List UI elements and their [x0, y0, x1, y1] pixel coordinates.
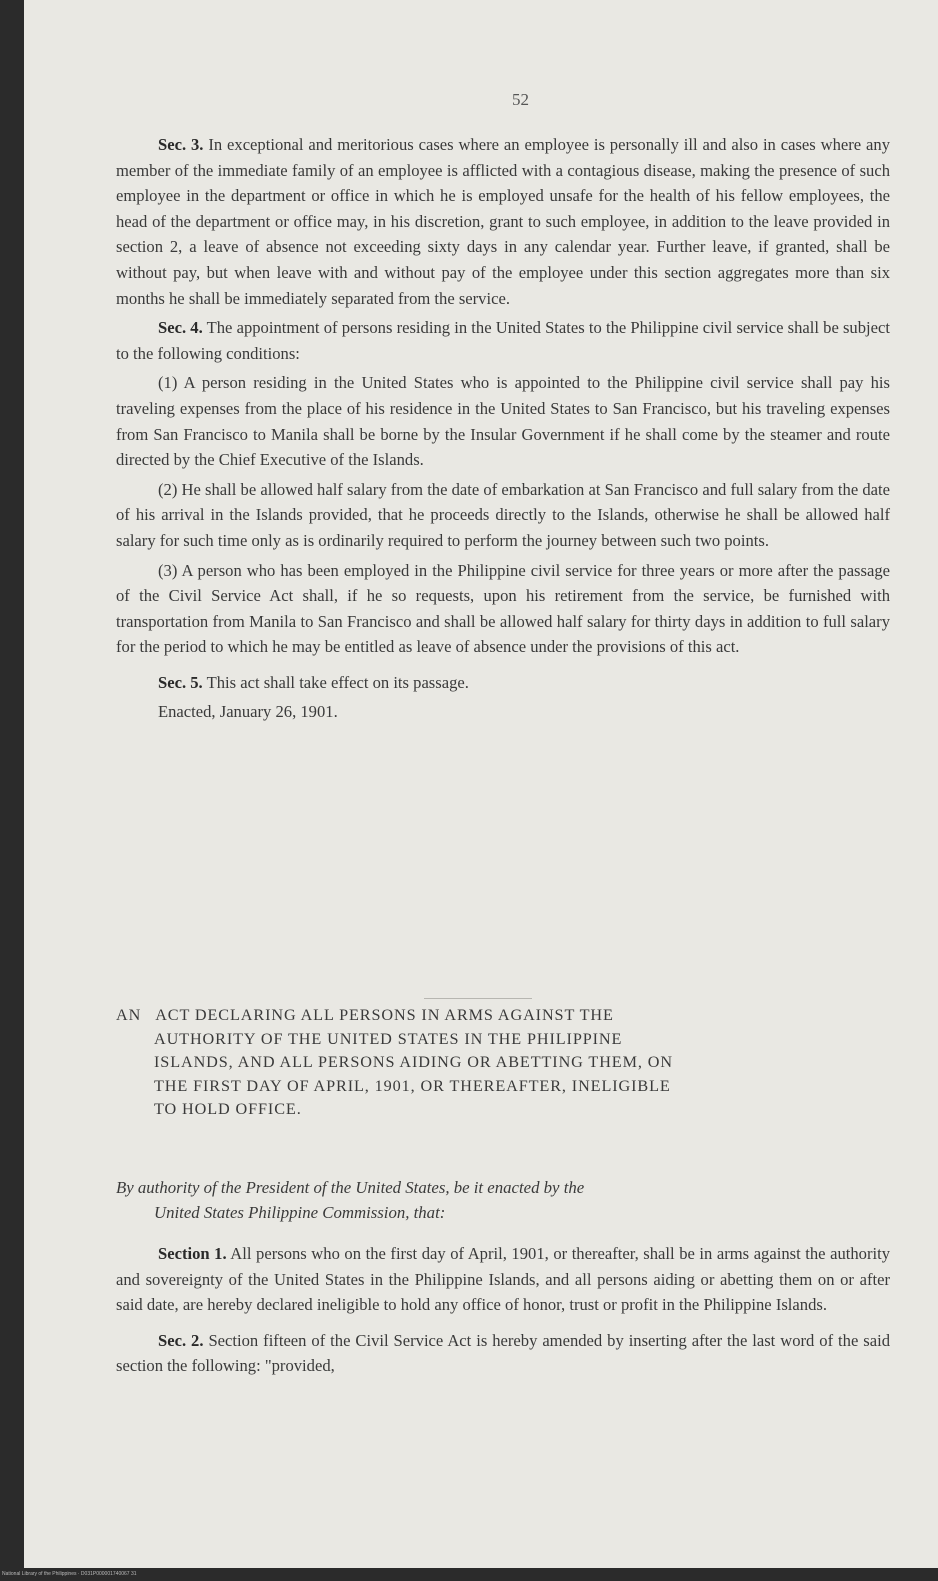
enacting-line: By authority of the President of the United States, be it enacted by the	[116, 1178, 585, 1197]
section-divider	[424, 998, 532, 999]
section-text: Section fifteen of the Civil Service Act is hereby amended by inserting after the last word of the said section the following: "provided,	[116, 1330, 890, 1376]
section-4	[116, 315, 890, 366]
condition-text: (1) A person residing in the United States who is appointed to the Philippine civil service shall pay his traveling expenses from the place of his residence in the United States to San Francisco, but his traveling expenses from San Francisco to Manila shall be borne by the Insular Government if he shall come by the steamer and route directed by the Chief Executive of the Islands.	[116, 373, 890, 470]
condition-3	[116, 558, 890, 660]
section-label: Sec. 2.	[158, 1330, 204, 1350]
condition-2	[116, 477, 890, 554]
section-3	[116, 132, 890, 311]
act-title-line: ACT DECLARING ALL PERSONS IN ARMS AGAINST THE	[155, 1006, 614, 1024]
section-label: Sec. 5.	[158, 672, 203, 692]
act-title	[116, 1004, 890, 1122]
condition-text: (2) He shall be allowed half salary from the date of embarkation at San Francisco and full salary from the date of his arrival in the Islands provided, that he proceeds directly to the Islands, otherwise he shall be allowed half salary for such time only as is ordinarily required to perform the journey between such two points.	[116, 479, 890, 550]
section-1	[116, 1241, 890, 1318]
section-text: In exceptional and meritorious cases where an employee is personally ill and also in cases where any member of the immediate family of an employee is afflicted with a contagious disease, making the presence of such employee in the department or office in which he is employed unsafe for the health of his fellow employees, the head of the department or office may, in his discretion, grant to such employee, in addition to the leave provided in section 2, a leave of absence not exceeding sixty days in any calendar year. Further leave, if granted, shall be without pay, but when leave with and without pay of the employee under this section aggregates more than six months he shall be immediately separated from the service.	[116, 135, 890, 308]
act-title-lead: AN	[116, 1006, 142, 1024]
section-text: The appointment of persons residing in the United States to the Philippine civil service shall be subject to the following conditions:	[116, 318, 890, 363]
enactment-text: Enacted, January 26, 1901.	[158, 702, 338, 722]
upper-sections	[116, 132, 890, 725]
act-title-line: ISLANDS, AND ALL PERSONS AIDING OR ABETTING THEM, ON	[154, 1053, 673, 1071]
act-title-line: TO HOLD OFFICE.	[154, 1100, 302, 1118]
section-label: Sec. 3.	[158, 135, 204, 154]
condition-1	[116, 370, 890, 472]
lower-sections	[116, 1241, 890, 1379]
enacting-clause	[116, 1175, 890, 1225]
section-text: This act shall take effect on its passage.	[206, 672, 469, 692]
section-label: Section 1.	[158, 1244, 227, 1263]
act-title-line: THE FIRST DAY OF APRIL, 1901, OR THEREAFTER, INELIGIBLE	[154, 1076, 671, 1095]
archive-stamp: National Library of the Philippines · D031P000001740067 31	[2, 1571, 137, 1577]
section-label: Sec. 4.	[158, 318, 203, 338]
section-5	[116, 670, 890, 696]
enactment-date	[116, 699, 890, 725]
section-text: All persons who on the first day of April, 1901, or thereafter, shall be in arms against the authority and sovereignty of the United States in the Philippine Islands, and all persons aiding or abetting them on or after said date, are hereby declared ineligible to hold any office of honor, trust or profit in the Philippine Islands.	[116, 1244, 890, 1315]
section-2	[116, 1328, 890, 1379]
condition-text: (3) A person who has been employed in the Philippine civil service for three years or more after the passage of the Civil Service Act shall, if he so requests, upon his retirement from the service, be furnished with transportation from Manila to San Francisco and shall be allowed half salary for thirty days in addition to full salary for the period to which he may be entitled as leave of absence under the provisions of this act.	[116, 560, 890, 657]
act-title-line: AUTHORITY OF THE UNITED STATES IN THE PHILIPPINE	[154, 1029, 623, 1048]
page-number: 52	[512, 90, 529, 109]
enacting-line: United States Philippine Commission, that:	[154, 1203, 446, 1222]
